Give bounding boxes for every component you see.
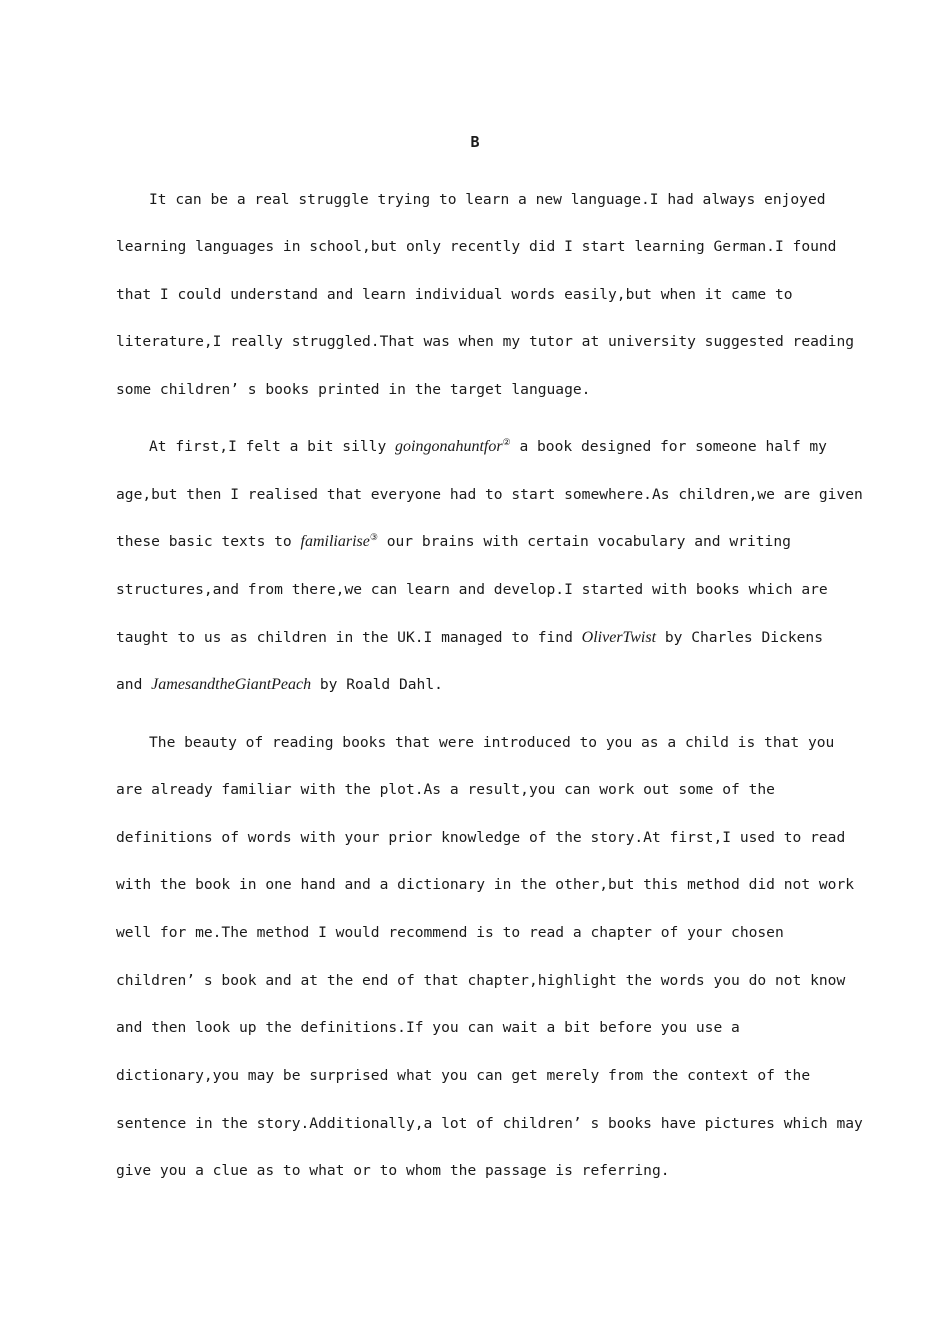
text-segment: by Roald Dahl.	[311, 676, 443, 693]
paragraph-3-line-1: The beauty of reading books that were introduced to you as a child is that you	[149, 734, 835, 751]
paragraph-2-line-2: age,but then I realised that everyone had to start somewhere.As children,we are given	[116, 486, 863, 503]
paragraph-3-line-10: give you a clue as to what or to whom the passage is referring.	[116, 1162, 670, 1179]
italic-phrase: goingonahuntfor	[395, 438, 503, 455]
paragraph-1-line-4: literature,I really struggled.That was when my tutor at university suggested reading	[116, 333, 855, 350]
italic-word: familiarise	[300, 533, 370, 550]
paragraph-3-line-9: sentence in the story.Additionally,a lot of children’ s books have pictures which may	[116, 1115, 863, 1132]
paragraph-3-line-5: well for me.The method I would recommend is to read a chapter of your chosen	[116, 924, 784, 941]
paragraph-1-line-2: learning languages in school,but only recently did I start learning German.I found	[116, 238, 837, 255]
paragraph-3-line-2: are already familiar with the plot.As a result,you can work out some of the	[116, 781, 775, 798]
text-segment: and	[116, 676, 152, 693]
footnote-marker: ③	[369, 533, 378, 543]
paragraph-2-line-1	[149, 435, 827, 459]
book-title: JamesandtheGiantPeach	[151, 676, 312, 693]
paragraph-1-line-5: some children’ s books printed in the target language.	[116, 381, 591, 398]
text-segment: our brains with certain vocabulary and writing	[377, 533, 791, 550]
section-heading: B	[470, 133, 480, 151]
paragraph-3-line-6: children’ s book and at the end of that chapter,highlight the words you do not know	[116, 972, 846, 989]
book-title: OliverTwist	[581, 629, 657, 646]
paragraph-2-line-4: structures,and from there,we can learn and develop.I started with books which are	[116, 581, 828, 598]
text-segment: a book designed for someone half my	[510, 438, 827, 455]
paragraph-2-line-3	[116, 530, 791, 554]
paragraph-2-line-5	[116, 626, 823, 650]
text-segment: At first,I felt a bit silly	[149, 438, 396, 455]
paragraph-1-line-3: that I could understand and learn individual words easily,but when it came to	[116, 286, 793, 303]
paragraph-3-line-7: and then look up the definitions.If you can wait a bit before you use a	[116, 1019, 740, 1036]
text-segment: these basic texts to	[116, 533, 301, 550]
paragraph-2-line-6	[116, 673, 443, 697]
paragraph-3-line-4: with the book in one hand and a dictionary in the other,but this method did not work	[116, 876, 855, 893]
paragraph-3-line-8: dictionary,you may be surprised what you can get merely from the context of the	[116, 1067, 811, 1084]
footnote-marker: ②	[502, 438, 511, 448]
text-segment: by Charles Dickens	[656, 629, 823, 646]
paragraph-1-line-1: It can be a real struggle trying to learn a new language.I had always enjoyed	[149, 191, 826, 208]
paragraph-3-line-3: definitions of words with your prior knowledge of the story.At first,I used to read	[116, 829, 846, 846]
text-segment: taught to us as children in the UK.I managed to find	[116, 629, 582, 646]
